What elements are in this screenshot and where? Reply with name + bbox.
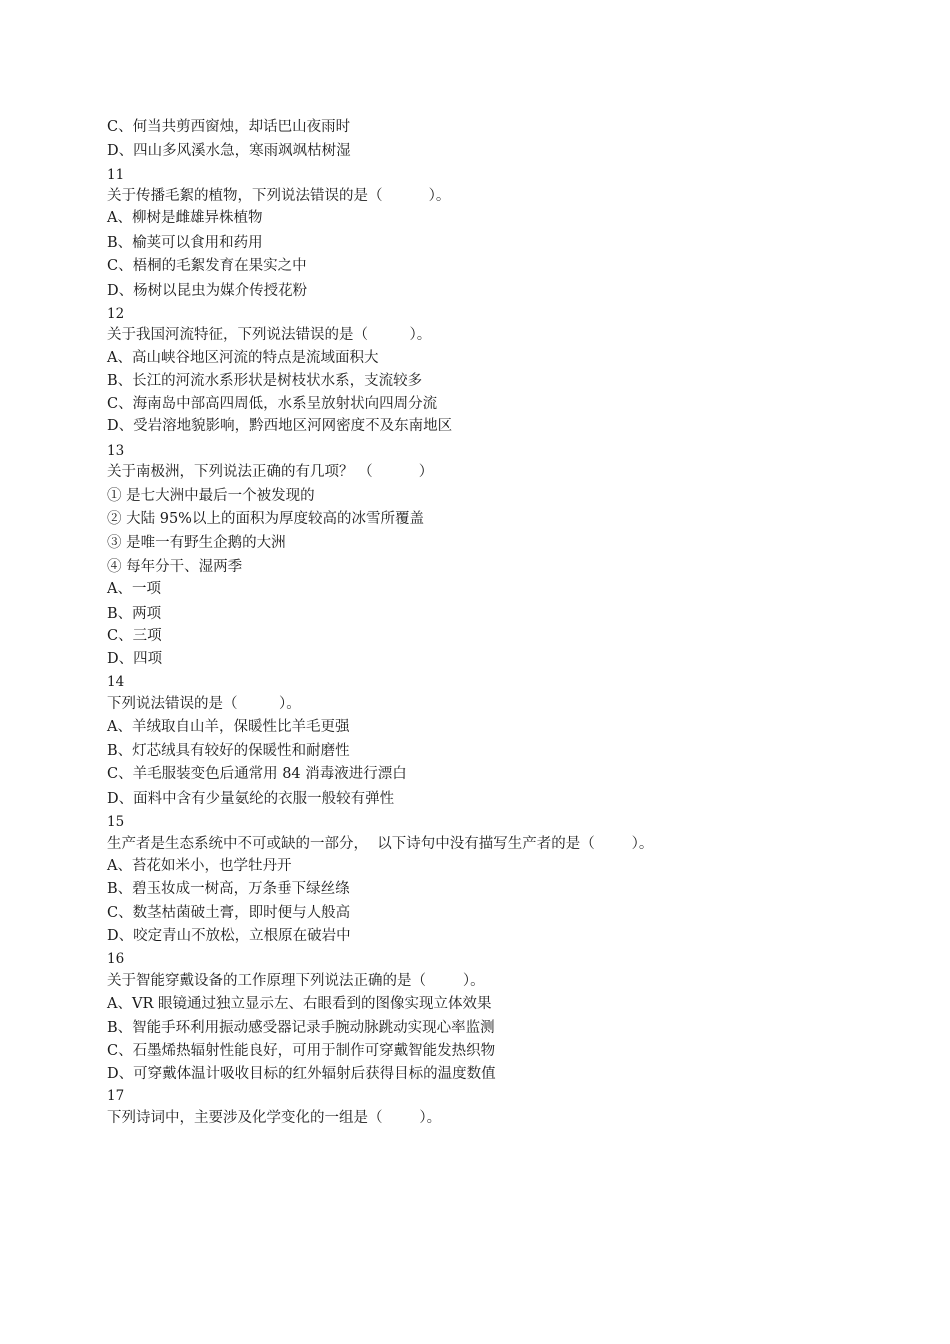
statement-1-q13: ① 是七大洲中最后一个被发现的 bbox=[107, 488, 315, 504]
statement-4-q13: ④ 每年分干、湿两季 bbox=[107, 559, 243, 575]
question-stem-11: 关于传播毛絮的植物，下列说法错误的是（ ）。 bbox=[107, 188, 451, 204]
question-number-17: 17 bbox=[107, 1088, 125, 1104]
question-number-12: 12 bbox=[107, 306, 125, 322]
question-stem-17: 下列诗词中，主要涉及化学变化的一组是（ ）。 bbox=[107, 1110, 442, 1126]
option-d-q16: D、可穿戴体温计吸收目标的红外辐射后获得目标的温度数值 bbox=[107, 1066, 496, 1082]
option-b-q14: B、灯芯绒具有较好的保暖性和耐磨性 bbox=[107, 743, 350, 759]
question-stem-13: 关于南极洲，下列说法正确的有几项？ （ ） bbox=[107, 464, 434, 480]
option-c-q15: C、数茎枯菌破土膏，即时便与人般高 bbox=[107, 905, 351, 921]
option-d-q12: D、受岩溶地貌影响，黔西地区河网密度不及东南地区 bbox=[107, 418, 453, 434]
option-a-q11: A、柳树是雌雄异株植物 bbox=[107, 210, 263, 226]
question-stem-12: 关于我国河流特征，下列说法错误的是（ ）。 bbox=[107, 327, 432, 343]
option-b-q11: B、榆荚可以食用和药用 bbox=[107, 235, 263, 251]
option-a-q14: A、羊绒取自山羊，保暖性比羊毛更强 bbox=[107, 719, 350, 735]
option-b-q15: B、碧玉妆成一树高，万条垂下绿丝绦 bbox=[107, 881, 350, 897]
question-number-16: 16 bbox=[107, 951, 125, 967]
question-stem-14: 下列说法错误的是（ ）。 bbox=[107, 696, 301, 712]
option-a-q12: A、高山峡谷地区河流的特点是流域面积大 bbox=[107, 350, 379, 366]
question-number-15: 15 bbox=[107, 814, 125, 830]
question-stem-15: 生产者是生态系统中不可或缺的一部分， 以下诗句中没有描写生产者的是（ ）。 bbox=[107, 836, 654, 852]
option-d-q13: D、四项 bbox=[107, 651, 163, 667]
option-d-q15: D、咬定青山不放松，立根原在破岩中 bbox=[107, 928, 351, 944]
option-b-q13: B、两项 bbox=[107, 606, 162, 622]
option-b-q16: B、智能手环利用振动感受器记录手腕动脉跳动实现心率监测 bbox=[107, 1020, 495, 1036]
option-a-q15: A、苔花如米小，也学牡丹开 bbox=[107, 858, 292, 874]
option-c-q13: C、三项 bbox=[107, 628, 162, 644]
option-d-q10: D、四山多风溪水急，寒雨飒飒枯树湿 bbox=[107, 143, 351, 159]
option-c-q11: C、梧桐的毛絮发育在果实之中 bbox=[107, 258, 307, 274]
question-number-11: 11 bbox=[107, 167, 125, 183]
question-stem-16: 关于智能穿戴设备的工作原理下列说法正确的是（ ）。 bbox=[107, 973, 485, 989]
option-a-q16: A、VR 眼镜通过独立显示左、右眼看到的图像实现立体效果 bbox=[107, 996, 492, 1012]
option-b-q12: B、长江的河流水系形状是树枝状水系，支流较多 bbox=[107, 373, 423, 389]
option-c-q14: C、羊毛服装变色后通常用 84 消毒液进行漂白 bbox=[107, 766, 407, 782]
option-c-q10: C、何当共剪西窗烛，却话巴山夜雨时 bbox=[107, 119, 351, 135]
question-number-14: 14 bbox=[107, 674, 125, 690]
question-number-13: 13 bbox=[107, 443, 125, 459]
option-d-q14: D、面料中含有少量氨纶的衣服一般较有弹性 bbox=[107, 791, 395, 807]
option-c-q12: C、海南岛中部高四周低，水系呈放射状向四周分流 bbox=[107, 396, 438, 412]
statement-2-q13: ② 大陆 95%以上的面积为厚度较高的冰雪所覆盖 bbox=[107, 511, 424, 527]
option-a-q13: A、一项 bbox=[107, 581, 161, 597]
option-d-q11: D、杨树以昆虫为媒介传授花粉 bbox=[107, 283, 308, 299]
option-c-q16: C、石墨烯热辐射性能良好，可用于制作可穿戴智能发热织物 bbox=[107, 1043, 496, 1059]
statement-3-q13: ③ 是唯一有野生企鹅的大洲 bbox=[107, 535, 286, 551]
